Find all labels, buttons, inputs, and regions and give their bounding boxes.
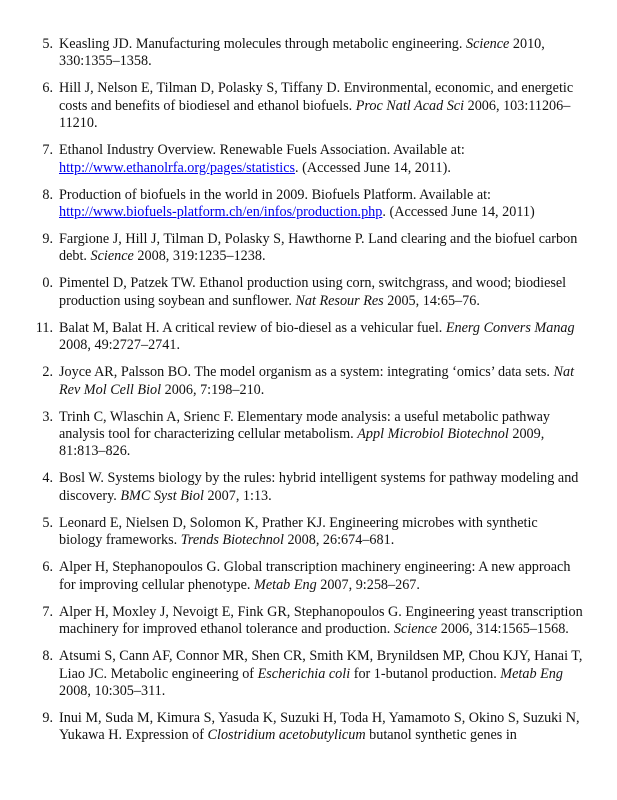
reference-entry	[0, 187, 617, 222]
reference-entry	[0, 275, 617, 310]
reference-number: 9.	[42, 709, 53, 726]
reference-text	[59, 80, 573, 131]
reference-entry	[0, 80, 617, 132]
reference-text	[59, 409, 550, 460]
reference-text-segment: . (Accessed June 14, 2011)	[382, 204, 535, 221]
reference-number: 7.	[42, 142, 53, 159]
reference-number: 11.	[35, 319, 53, 336]
journal-title: Metab Eng	[500, 665, 563, 682]
reference-link[interactable]: http://www.biofuels-platform.ch/en/infos/production.php	[59, 204, 383, 221]
reference-text	[59, 187, 535, 220]
reference-number: 6.	[42, 559, 53, 576]
reference-text-segment: Hill J, Nelson E, Tilman D, Polasky S, Tiffany D. Environmental, economic, and energetic costs and benefits of biodiesel and ethanol biofuels.	[59, 80, 574, 114]
reference-number: 7.	[42, 603, 53, 620]
reference-text	[59, 142, 465, 175]
reference-text	[59, 515, 538, 548]
reference-text-segment: Inui M, Suda M, Kimura S, Yasuda K, Suzuki H, Toda H, Yamamoto S, Okino S, Suzuki N, Yukawa H. Expression of	[59, 709, 580, 744]
reference-text-segment: 2008, 319:1235–1238.	[133, 248, 266, 265]
reference-text-segment: Keasling JD. Manufacturing molecules through metabolic engineering.	[59, 36, 466, 52]
reference-text-segment: 2006, 7:198–210.	[161, 381, 265, 398]
reference-text-segment: Balat M, Balat H. A critical review of bio-diesel as a vehicular fuel.	[59, 319, 446, 336]
reference-text-segment: Production of biofuels in the world in 2009. Biofuels Platform. Available at:	[59, 186, 491, 203]
reference-text-segment: for 1-butanol production.	[350, 665, 501, 682]
reference-text-segment: Alper H, Stephanopoulos G. Global transcription machinery engineering: A new approach for improving cellular phenotype.	[59, 559, 571, 593]
journal-title: Appl Microbiol Biotechnol	[357, 426, 509, 443]
journal-title: Science	[90, 248, 134, 265]
journal-title: Energ Convers Manag	[445, 319, 575, 336]
reference-text-segment: 2008, 10:305–311.	[59, 682, 166, 699]
reference-text-segment: Leonard E, Nielsen D, Solomon K, Prather KJ. Engineering microbes with synthetic biology frameworks.	[59, 514, 538, 549]
reference-text	[59, 275, 566, 308]
journal-title: Nat Resour Res	[295, 292, 384, 309]
journal-title: Clostridium acetobutylicum	[207, 727, 366, 744]
reference-text-segment: Bosl W. Systems biology by the rules: hybrid intelligent systems for pathway modeling and discovery.	[59, 470, 579, 504]
reference-entry	[0, 470, 617, 505]
journal-title: Metab Eng	[254, 576, 317, 593]
reference-entry	[0, 320, 617, 355]
reference-text	[59, 36, 545, 69]
reference-text-segment: . (Accessed June 14, 2011).	[295, 159, 451, 176]
journal-title: Science	[393, 621, 438, 638]
reference-number: 6.	[42, 80, 53, 97]
journal-title: Escherichia coli	[257, 665, 351, 682]
reference-number: 5.	[42, 36, 53, 52]
reference-text-segment: 2010, 330:1355–1358.	[59, 36, 545, 70]
reference-text-segment: 2007, 9:258–267.	[316, 576, 420, 593]
reference-number: 0.	[42, 275, 53, 292]
reference-text	[59, 364, 574, 397]
reference-text-segment: Atsumi S, Cann AF, Connor MR, Shen CR, Smith KM, Brynildsen MP, Chou KJY, Hanai T, Liao JC. Metabolic engineering of	[59, 648, 583, 682]
reference-text-segment: Trinh C, Wlaschin A, Srienc F. Elementary mode analysis: a useful metabolic pathway analysis tool for characterizing cellular metabolism.	[59, 408, 550, 443]
reference-entry	[0, 142, 617, 177]
reference-text-segment: Fargione J, Hill J, Tilman D, Polasky S, Hawthorne P. Land clearing and the biofuel carbon debt.	[59, 231, 578, 265]
reference-number: 9.	[42, 231, 53, 248]
reference-text-segment: Pimentel D, Patzek TW. Ethanol production using corn, switchgrass, and wood; biodiesel production using soybean and sunflower.	[59, 275, 567, 309]
reference-text-segment: butanol synthetic genes in	[365, 727, 517, 744]
reference-number: 4.	[42, 470, 53, 487]
reference-text	[59, 231, 577, 264]
journal-title: Proc Natl Acad Sci	[355, 97, 465, 114]
reference-list	[0, 36, 617, 754]
journal-title: Trends Biotechnol	[180, 532, 284, 549]
reference-entry	[0, 710, 617, 745]
journal-title: Science	[466, 36, 510, 52]
reference-number: 5.	[42, 514, 53, 531]
reference-text	[59, 648, 582, 699]
journal-title: Nat Rev Mol Cell Biol	[59, 364, 575, 398]
reference-text-segment: 2006, 103:11206–11210.	[59, 97, 571, 132]
reference-entry	[0, 559, 617, 594]
journal-title: BMC Syst Biol	[120, 487, 204, 504]
reference-number: 2.	[42, 364, 53, 381]
reference-entry	[0, 231, 617, 266]
reference-text-segment: 2005, 14:65–76.	[383, 292, 480, 309]
reference-number: 8.	[42, 648, 53, 665]
reference-text	[59, 320, 575, 353]
reference-link[interactable]: http://www.ethanolrfa.org/pages/statistics	[59, 159, 296, 176]
reference-text-segment: 2008, 49:2727–2741.	[59, 337, 180, 354]
reference-entry	[0, 364, 617, 399]
reference-text-segment: Ethanol Industry Overview. Renewable Fuels Association. Available at:	[59, 142, 465, 159]
reference-entry	[0, 409, 617, 461]
reference-entry	[0, 515, 617, 550]
reference-text-segment: Joyce AR, Palsson BO. The model organism as a system: integrating ‘omics’ data sets.	[59, 364, 554, 381]
reference-entry	[0, 648, 617, 700]
reference-text-segment: Alper H, Moxley J, Nevoigt E, Fink GR, Stephanopoulos G. Engineering yeast transcription machinery for improved ethanol tolerance and production.	[59, 603, 583, 638]
reference-text-segment: 2009, 81:813–826.	[59, 426, 545, 460]
reference-text	[59, 470, 578, 503]
reference-number: 8.	[42, 186, 53, 203]
reference-text	[59, 710, 580, 743]
reference-text	[59, 559, 570, 592]
reference-text-segment: 2006, 314:1565–1568.	[437, 621, 569, 638]
reference-number: 3.	[42, 408, 53, 425]
reference-text	[59, 604, 583, 637]
reference-text-segment: 2008, 26:674–681.	[283, 532, 395, 549]
reference-entry	[0, 604, 617, 639]
reference-text-segment: 2007, 1:13.	[203, 487, 272, 504]
reference-entry	[0, 36, 617, 71]
